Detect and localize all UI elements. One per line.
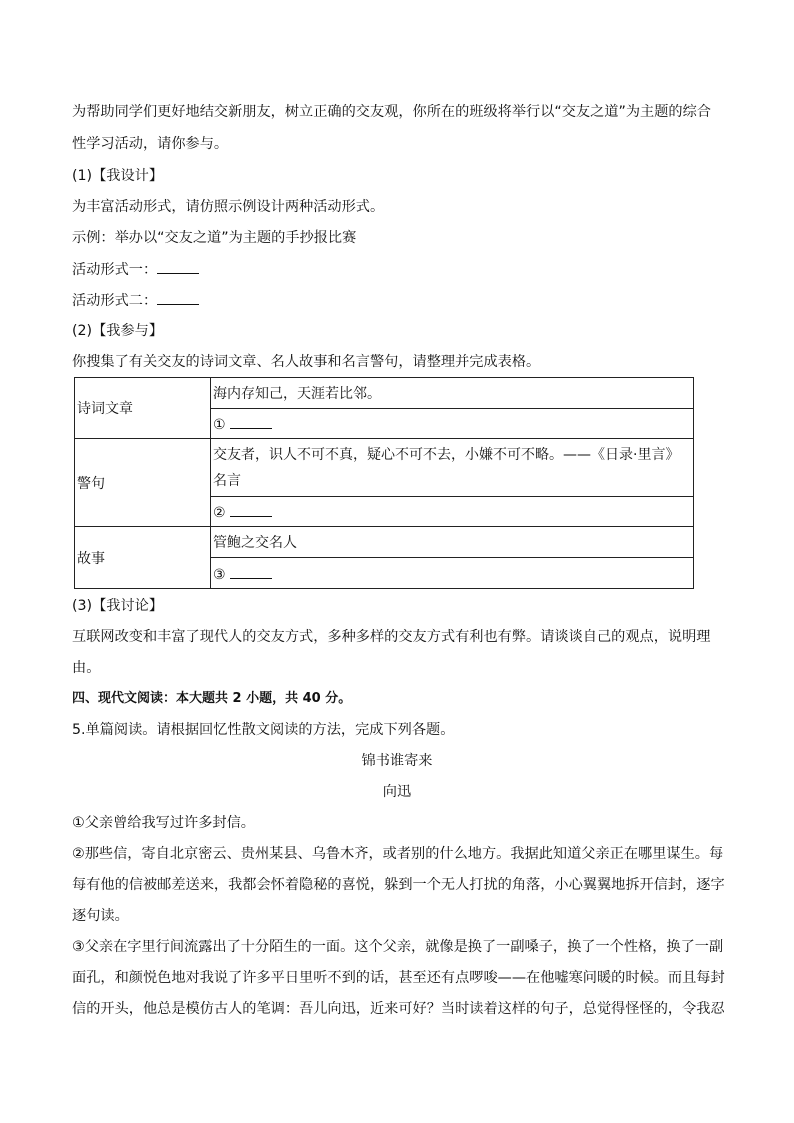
paragraph-3-line-2: 面孔，和颜悦色地对我说了许多平日里听不到的话，甚至还有点啰唆——在他嘘寒问暖的时候。而且每封 <box>72 970 725 986</box>
paragraph-1: ①父亲曾给我写过许多封信。 <box>72 815 255 831</box>
paragraph-3-line-3: 信的开头，他总是模仿古人的笔调：吾儿向迅，近来可好？当时读着这样的句子，总觉得怪怪的，令我忍 <box>72 1001 725 1017</box>
part1-instruction: 为丰富活动形式，请仿照示例设计两种活动形式。 <box>72 199 385 215</box>
activity-form-1 <box>72 259 199 280</box>
row-label-stories: 故事 <box>75 527 211 589</box>
part1-example: 示例：举办以“交友之道”为主题的手抄报比赛 <box>72 230 357 246</box>
intro-line-2: 性学习活动，请你参与。 <box>72 136 229 152</box>
row-label-quotes: 警句 <box>75 439 211 527</box>
story-answer-cell[interactable] <box>211 558 694 589</box>
essay-author: 向迅 <box>382 784 412 800</box>
table-blank-3[interactable] <box>230 564 272 579</box>
essay-title: 锦书谁寄来 <box>361 753 433 769</box>
activity-form-1-label: 活动形式一： <box>72 262 158 278</box>
intro-line-1: 为帮助同学们更好地结交新朋友，树立正确的交友观，你所在的班级将举行以“交友之道”为主题的综合 <box>72 104 711 120</box>
quote-answer-cell[interactable] <box>211 497 694 527</box>
table-row <box>75 527 694 558</box>
activity-form-2-label: 活动形式二： <box>72 293 158 309</box>
part3-line-1: 互联网改变和丰富了现代人的交友方式，多种多样的交友方式有利也有弊。请谈谈自己的观点，说明理 <box>72 629 711 645</box>
answer-marker-2: ② <box>213 505 226 521</box>
part2-heading: (2)【我参与】 <box>72 323 164 339</box>
table-blank-1[interactable] <box>230 414 272 429</box>
quote-text: 交友者，识人不可不真，疑心不可不去，小嫌不可不略。——《日录·里言》 <box>213 446 680 463</box>
part3-line-2: 由。 <box>72 660 101 676</box>
part3-heading: (3)【我讨论】 <box>72 598 164 614</box>
section4-heading: 四、现代文阅读：本大题共 2 小题，共 40 分。 <box>72 691 352 706</box>
poem-answer-cell[interactable] <box>211 409 694 439</box>
table-row <box>75 378 694 409</box>
table-row <box>75 439 694 497</box>
row-label-poems: 诗词文章 <box>75 378 211 439</box>
story-cell: 管鲍之交名人 <box>211 527 694 558</box>
part1-heading: (1)【我设计】 <box>72 168 164 184</box>
paragraph-2-line-3: 逐句读。 <box>72 908 129 924</box>
question5-prompt: 5.单篇阅读。请根据回忆性散文阅读的方法，完成下列各题。 <box>72 722 455 738</box>
paragraph-2-line-2: 每有他的信被邮差送来，我都会怀着隐秘的喜悦，躲到一个无人打扰的角落，小心翼翼地拆开信封，逐字 <box>72 877 725 893</box>
part2-instruction: 你搜集了有关交友的诗词文章、名人故事和名言警句，请整理并完成表格。 <box>72 354 541 370</box>
answer-blank-1[interactable] <box>157 259 199 274</box>
table-blank-2[interactable] <box>230 502 272 517</box>
paragraph-3-line-1: ③父亲在字里行间流露出了十分陌生的一面。这个父亲，就像是换了一副嗓子，换了一个性格，换了一副 <box>72 939 724 955</box>
answer-marker-1: ① <box>213 417 226 433</box>
answer-blank-2[interactable] <box>157 290 199 305</box>
collection-table <box>74 377 694 589</box>
quote-cell <box>211 439 694 497</box>
answer-marker-3: ③ <box>213 566 226 583</box>
poem-quote-cell: 海内存知己，天涯若比邻。 <box>211 378 694 409</box>
quote-subtext: 名言 <box>213 472 241 489</box>
paragraph-2-line-1: ②那些信，寄自北京密云、贵州某县、乌鲁木齐，或者别的什么地方。我据此知道父亲正在哪里谋生。每 <box>72 846 724 862</box>
activity-form-2 <box>72 290 199 311</box>
